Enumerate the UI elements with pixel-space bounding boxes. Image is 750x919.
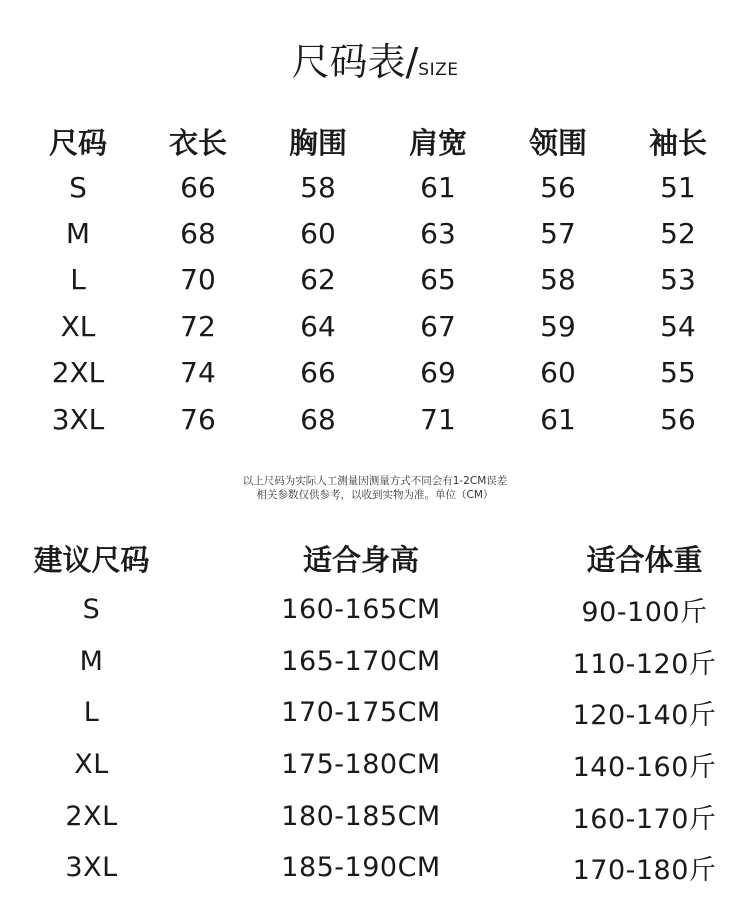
table-row — [0, 584, 750, 636]
cell-height: 175-180CM — [281, 749, 441, 781]
cell-sleeve: 52 — [660, 217, 696, 251]
header-chest: 胸围 — [288, 125, 347, 160]
recommend-table-header — [0, 532, 750, 584]
cell-sleeve: 53 — [660, 263, 696, 297]
table-row — [18, 350, 738, 396]
header-size: 尺码 — [48, 125, 107, 160]
cell-height: 185-190CM — [281, 852, 441, 884]
cell-length: 76 — [180, 402, 216, 436]
cell-weight: 90-100斤 — [581, 597, 708, 629]
header-length: 衣长 — [168, 125, 227, 160]
cell-shoulder: 65 — [420, 263, 456, 297]
table-row — [0, 739, 750, 791]
header-recommended-size: 建议尺码 — [33, 542, 150, 577]
cell-collar: 57 — [540, 217, 576, 251]
cell-size: XL — [74, 749, 109, 781]
cell-height: 180-185CM — [281, 800, 441, 832]
cell-collar: 61 — [540, 402, 576, 436]
cell-length: 72 — [180, 309, 216, 343]
cell-sleeve: 56 — [660, 402, 696, 436]
cell-size: S — [69, 170, 87, 204]
title-main: 尺码表/ — [291, 40, 419, 84]
cell-collar: 56 — [540, 170, 576, 204]
header-weight: 适合体重 — [586, 542, 703, 577]
cell-size: 2XL — [65, 800, 118, 832]
table-row — [0, 636, 750, 688]
cell-chest: 68 — [300, 402, 336, 436]
cell-chest: 60 — [300, 217, 336, 251]
table-row — [18, 164, 738, 210]
cell-shoulder: 71 — [420, 402, 456, 436]
table-row — [0, 790, 750, 842]
table-row — [18, 210, 738, 256]
note-line-2: 相关参数仅供参考，以收到实物为准。单位（CM） — [256, 489, 494, 501]
header-shoulder: 肩宽 — [408, 125, 467, 160]
cell-chest: 66 — [300, 356, 336, 390]
table-row — [18, 396, 738, 442]
cell-length: 74 — [180, 356, 216, 390]
cell-chest: 58 — [300, 170, 336, 204]
cell-length: 70 — [180, 263, 216, 297]
cell-length: 68 — [180, 217, 216, 251]
cell-collar: 58 — [540, 263, 576, 297]
cell-length: 66 — [180, 170, 216, 204]
cell-shoulder: 61 — [420, 170, 456, 204]
cell-size: L — [70, 263, 86, 297]
cell-size: 3XL — [65, 852, 118, 884]
cell-height: 160-165CM — [281, 594, 441, 626]
table-row — [18, 257, 738, 303]
size-table — [18, 118, 738, 442]
cell-weight: 160-170斤 — [572, 803, 717, 835]
header-height: 适合身高 — [302, 542, 419, 577]
cell-weight: 140-160斤 — [572, 752, 717, 784]
title-sub: SIZE — [418, 60, 459, 80]
cell-shoulder: 63 — [420, 217, 456, 251]
cell-size: M — [65, 217, 91, 251]
table-row — [0, 842, 750, 894]
cell-chest: 64 — [300, 309, 336, 343]
cell-sleeve: 54 — [660, 309, 696, 343]
cell-shoulder: 69 — [420, 356, 456, 390]
note-line-1: 以上尺码为实际人工测量因测量方式不同会有1-2CM误差 — [242, 475, 508, 487]
cell-collar: 60 — [540, 356, 576, 390]
cell-size: M — [79, 645, 104, 677]
cell-height: 165-170CM — [281, 645, 441, 677]
cell-weight: 120-140斤 — [572, 700, 717, 732]
cell-collar: 59 — [540, 309, 576, 343]
cell-sleeve: 51 — [660, 170, 696, 204]
table-row — [0, 687, 750, 739]
cell-size: 2XL — [51, 356, 105, 390]
cell-size: XL — [60, 309, 96, 343]
cell-size: 3XL — [51, 402, 105, 436]
cell-size: L — [83, 697, 100, 729]
cell-weight: 110-120斤 — [572, 648, 717, 680]
cell-chest: 62 — [300, 263, 336, 297]
recommend-table — [0, 532, 750, 894]
cell-shoulder: 67 — [420, 309, 456, 343]
page-title — [0, 38, 750, 94]
table-row — [18, 303, 738, 349]
cell-weight: 170-180斤 — [572, 855, 717, 887]
header-sleeve: 袖长 — [648, 125, 707, 160]
cell-size: S — [82, 594, 101, 626]
measurement-note — [0, 474, 750, 502]
cell-sleeve: 55 — [660, 356, 696, 390]
cell-height: 170-175CM — [281, 697, 441, 729]
header-collar: 领围 — [528, 125, 587, 160]
size-table-header — [18, 118, 738, 164]
